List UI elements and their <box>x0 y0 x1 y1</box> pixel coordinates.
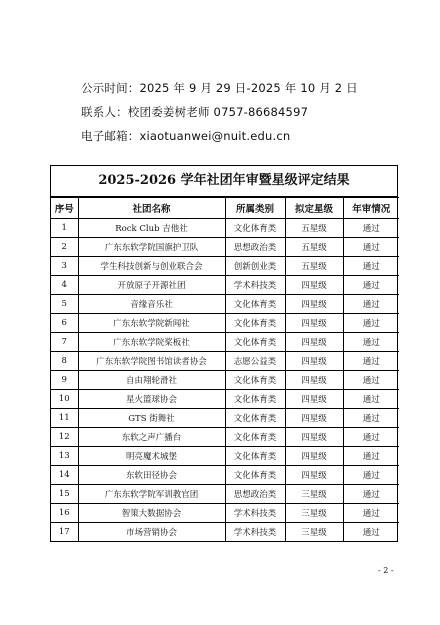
cell-index: 4 <box>51 276 78 295</box>
cell-club-name: 广东东软学院桨板社 <box>78 333 225 352</box>
table-row <box>51 466 399 485</box>
cell-review-status: 通过 <box>343 219 399 238</box>
cell-review-status: 通过 <box>343 428 399 447</box>
table-row <box>51 523 399 542</box>
cell-star-level: 四星级 <box>285 276 343 295</box>
cell-index: 3 <box>51 257 78 276</box>
table-title: 2025-2026 学年社团年审暨星级评定结果 <box>51 166 397 197</box>
cell-category: 学术科技类 <box>225 276 285 295</box>
cell-review-status: 通过 <box>343 485 399 504</box>
cell-review-status: 通过 <box>343 257 399 276</box>
cell-star-level: 四星级 <box>285 371 343 390</box>
cell-index: 17 <box>51 523 78 542</box>
cell-category: 思想政治类 <box>225 485 285 504</box>
cell-review-status: 通过 <box>343 238 399 257</box>
cell-review-status: 通过 <box>343 504 399 523</box>
cell-category: 文化体育类 <box>225 409 285 428</box>
cell-star-level: 四星级 <box>285 447 343 466</box>
cell-index: 13 <box>51 447 78 466</box>
cell-club-name: 东软之声广播台 <box>78 428 225 447</box>
cell-club-name: Rock Club 吉他社 <box>78 219 225 238</box>
cell-club-name: 广东东软学院图书馆读者协会 <box>78 352 225 371</box>
cell-club-name: 广东东软学院国旗护卫队 <box>78 238 225 257</box>
cell-index: 1 <box>51 219 78 238</box>
cell-star-level: 四星级 <box>285 409 343 428</box>
cell-club-name: 广东东软学院新闻社 <box>78 314 225 333</box>
cell-star-level: 五星级 <box>285 238 343 257</box>
table-row <box>51 295 399 314</box>
cell-star-level: 四星级 <box>285 333 343 352</box>
cell-index: 9 <box>51 371 78 390</box>
cell-category: 创新创业类 <box>225 257 285 276</box>
publicity-date-line: 公示时间：2025 年 9 月 29 日-2025 年 10 月 2 日 <box>81 81 358 95</box>
table-row <box>51 219 399 238</box>
cell-club-name: 智策大数据协会 <box>78 504 225 523</box>
table-row <box>51 428 399 447</box>
cell-review-status: 通过 <box>343 295 399 314</box>
cell-star-level: 四星级 <box>285 295 343 314</box>
cell-club-name: 音缘音乐社 <box>78 295 225 314</box>
table-row <box>51 409 399 428</box>
cell-club-name: 市场营销协会 <box>78 523 225 542</box>
contact-person-line: 联系人：校团委姜树老师 0757-86684597 <box>81 105 309 119</box>
cell-category: 文化体育类 <box>225 390 285 409</box>
cell-category: 文化体育类 <box>225 466 285 485</box>
table-row <box>51 371 399 390</box>
cell-club-name: 明亮魔术城堡 <box>78 447 225 466</box>
page-number: - 2 - <box>378 566 394 575</box>
table-row <box>51 352 399 371</box>
cell-review-status: 通过 <box>343 466 399 485</box>
cell-club-name: 开放原子开源社团 <box>78 276 225 295</box>
header-review-status: 年审情况 <box>343 198 399 219</box>
cell-club-name: GTS 街舞社 <box>78 409 225 428</box>
cell-category: 学术科技类 <box>225 523 285 542</box>
cell-index: 12 <box>51 428 78 447</box>
table-row <box>51 238 399 257</box>
cell-index: 2 <box>51 238 78 257</box>
cell-category: 志愿公益类 <box>225 352 285 371</box>
cell-review-status: 通过 <box>343 447 399 466</box>
cell-index: 8 <box>51 352 78 371</box>
cell-review-status: 通过 <box>343 390 399 409</box>
cell-star-level: 五星级 <box>285 257 343 276</box>
table-row <box>51 390 399 409</box>
cell-club-name: 学生科技创新与创业联合会 <box>78 257 225 276</box>
cell-category: 文化体育类 <box>225 333 285 352</box>
cell-category: 学术科技类 <box>225 504 285 523</box>
email-line: 电子邮箱：xiaotuanwei@nuit.edu.cn <box>81 129 291 143</box>
cell-star-level: 五星级 <box>285 219 343 238</box>
cell-club-name: 广东东软学院军训教官团 <box>78 485 225 504</box>
cell-index: 14 <box>51 466 78 485</box>
cell-review-status: 通过 <box>343 352 399 371</box>
cell-review-status: 通过 <box>343 409 399 428</box>
cell-index: 7 <box>51 333 78 352</box>
cell-star-level: 四星级 <box>285 466 343 485</box>
header-category: 所属类别 <box>225 198 285 219</box>
cell-index: 10 <box>51 390 78 409</box>
header-index: 序号 <box>51 198 78 219</box>
cell-star-level: 三星级 <box>285 523 343 542</box>
table-row <box>51 314 399 333</box>
cell-index: 16 <box>51 504 78 523</box>
table-row <box>51 485 399 504</box>
header-club-name: 社团名称 <box>78 198 225 219</box>
header-star-level: 拟定星级 <box>285 198 343 219</box>
cell-review-status: 通过 <box>343 314 399 333</box>
table-row <box>51 276 399 295</box>
cell-category: 文化体育类 <box>225 314 285 333</box>
cell-club-name: 东软田径协会 <box>78 466 225 485</box>
cell-category: 文化体育类 <box>225 219 285 238</box>
cell-category: 文化体育类 <box>225 428 285 447</box>
cell-star-level: 四星级 <box>285 314 343 333</box>
cell-review-status: 通过 <box>343 333 399 352</box>
table-header-row <box>51 198 399 219</box>
cell-club-name: 星火篮球协会 <box>78 390 225 409</box>
cell-star-level: 四星级 <box>285 428 343 447</box>
table-row <box>51 447 399 466</box>
cell-review-status: 通过 <box>343 371 399 390</box>
cell-category: 文化体育类 <box>225 371 285 390</box>
cell-index: 5 <box>51 295 78 314</box>
cell-club-name: 自由翔轮滑社 <box>78 371 225 390</box>
cell-index: 15 <box>51 485 78 504</box>
cell-index: 11 <box>51 409 78 428</box>
table-row <box>51 504 399 523</box>
cell-review-status: 通过 <box>343 523 399 542</box>
cell-category: 文化体育类 <box>225 295 285 314</box>
cell-index: 6 <box>51 314 78 333</box>
cell-star-level: 三星级 <box>285 485 343 504</box>
results-table <box>50 165 398 542</box>
table-row <box>51 257 399 276</box>
table-row <box>51 333 399 352</box>
cell-category: 文化体育类 <box>225 447 285 466</box>
cell-star-level: 三星级 <box>285 504 343 523</box>
cell-star-level: 四星级 <box>285 390 343 409</box>
cell-star-level: 四星级 <box>285 352 343 371</box>
cell-review-status: 通过 <box>343 276 399 295</box>
cell-category: 思想政治类 <box>225 238 285 257</box>
